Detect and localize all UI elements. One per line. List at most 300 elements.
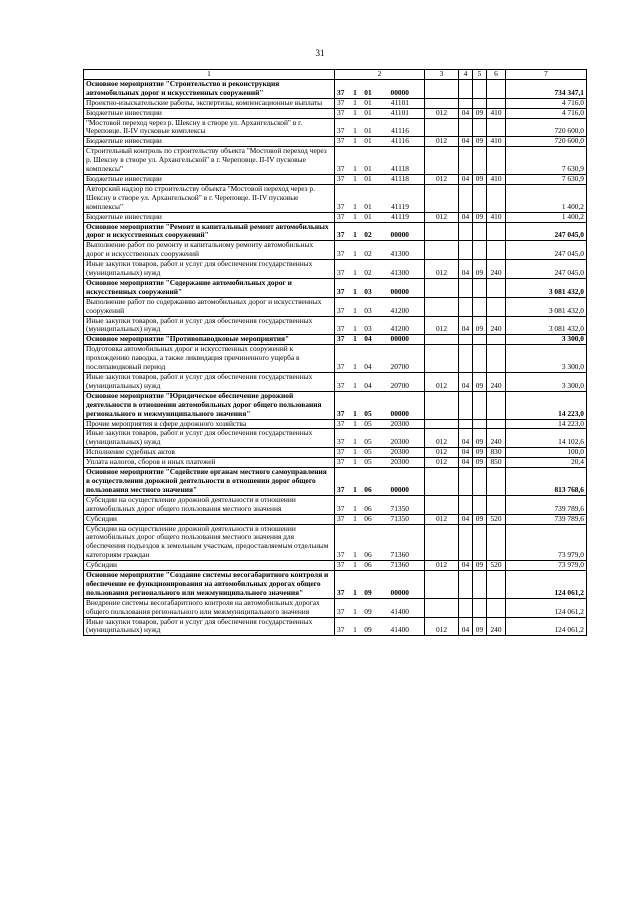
subsection-code: [473, 391, 487, 419]
code-program: 37: [337, 625, 345, 635]
table-row: [84, 495, 587, 514]
table-row: [84, 147, 587, 175]
target-code: [335, 345, 425, 373]
code-event: 02: [364, 249, 372, 259]
item-name: Уплата налогов, сборов и иных платежей: [84, 458, 335, 468]
code-program: 37: [337, 249, 345, 259]
code-program: 37: [337, 286, 345, 296]
subsection-code: [473, 524, 487, 561]
amount: 3 081 432,0: [506, 297, 587, 316]
section-code: [459, 598, 473, 617]
subsection-code: 09: [473, 561, 487, 571]
ministry-code: [425, 147, 459, 175]
table-row: [84, 391, 587, 419]
subsection-code: [473, 598, 487, 617]
code-direction: 41119: [391, 212, 409, 221]
section-code: 04: [459, 514, 473, 524]
item-name: Выполнение работ по ремонту и капитальному ремонту автомобильных дорог и искусственных сооружений: [84, 241, 335, 260]
table-row: [84, 561, 587, 571]
table-row: [84, 174, 587, 184]
table-row: [84, 260, 587, 279]
item-name: Основное мероприятие "Юридическое обеспечение дорожной деятельности в отношении автомобильных дорог общего пользования регионального и межмуниципального значения": [84, 391, 335, 419]
amount: 1 400,2: [506, 184, 587, 212]
code-program: 37: [337, 457, 345, 467]
target-code: [335, 260, 425, 279]
subsection-code: [473, 79, 487, 98]
code-subprogram: 1: [353, 334, 357, 344]
code-direction: 41200: [390, 324, 409, 334]
subsection-code: [473, 419, 487, 429]
target-code: [335, 617, 425, 636]
expense-type-code: [487, 571, 506, 599]
table-row: [84, 345, 587, 373]
target-code: [335, 429, 425, 448]
expense-type-code: [487, 419, 506, 429]
code-program: 37: [337, 560, 345, 570]
target-code: [335, 241, 425, 260]
ministry-code: [425, 495, 459, 514]
amount: 4 716,0: [506, 98, 587, 108]
subsection-code: [473, 118, 487, 137]
amount: 739 789,6: [506, 495, 587, 514]
amount: 14 223,0: [506, 391, 587, 419]
subsection-code: [473, 571, 487, 599]
ministry-code: [425, 222, 459, 241]
subsection-code: 09: [473, 458, 487, 468]
code-event: 01: [364, 108, 372, 117]
code-program: 37: [337, 503, 345, 513]
ministry-code: [425, 98, 459, 108]
code-subprogram: 1: [353, 380, 357, 390]
item-name: Основное мероприятие "Противопаводковые мероприятия": [84, 335, 335, 345]
section-code: [459, 468, 473, 496]
code-subprogram: 1: [353, 268, 357, 278]
code-subprogram: 1: [353, 324, 357, 334]
item-name: Иные закупки товаров, работ и услуг для обеспечения государственных (муниципальных) нужд: [84, 316, 335, 335]
target-code: [335, 316, 425, 335]
subsection-code: 09: [473, 617, 487, 636]
code-event: 04: [364, 362, 372, 372]
code-direction: 41101: [390, 108, 409, 117]
target-code: [335, 98, 425, 108]
table-row: [84, 335, 587, 345]
code-subprogram: 1: [353, 606, 357, 616]
table-row: [84, 184, 587, 212]
ministry-code: [425, 241, 459, 260]
expense-type-code: 410: [487, 174, 506, 184]
code-direction: 41118: [391, 164, 409, 174]
ministry-code: 012: [425, 448, 459, 458]
target-code: [335, 212, 425, 222]
ministry-code: [425, 297, 459, 316]
amount: 124 061,2: [506, 617, 587, 636]
code-subprogram: 1: [353, 212, 357, 221]
expense-type-code: 410: [487, 108, 506, 118]
target-code: [335, 79, 425, 98]
subsection-code: [473, 468, 487, 496]
code-event: 05: [364, 457, 372, 467]
amount: 247 045,0: [506, 222, 587, 241]
subsection-code: 09: [473, 514, 487, 524]
expense-type-code: [487, 495, 506, 514]
item-name: Субсидии на осуществление дорожной деятельности в отношении автомобильных дорог общего пользования местного значения для обеспечения подъездов к земельным участкам, предоставляемым отдельным категориям граждан: [84, 524, 335, 561]
code-program: 37: [337, 606, 345, 616]
ministry-code: [425, 524, 459, 561]
code-program: 37: [337, 324, 345, 334]
code-program: 37: [337, 514, 345, 523]
ministry-code: [425, 79, 459, 98]
ministry-code: [425, 468, 459, 496]
code-event: 05: [364, 437, 372, 447]
ministry-code: [425, 598, 459, 617]
code-event: 01: [364, 126, 372, 136]
amount: 3 300,0: [506, 373, 587, 392]
expense-type-code: 850: [487, 458, 506, 468]
section-code: 04: [459, 137, 473, 147]
ministry-code: [425, 118, 459, 137]
section-code: [459, 297, 473, 316]
code-subprogram: 1: [353, 447, 357, 457]
code-program: 37: [337, 419, 345, 428]
item-name: Основное мероприятие "Содействие органам местного самоуправления в осуществлении дорожной деятельности в отношении дорог общего пользования местного значения": [84, 468, 335, 496]
section-code: [459, 278, 473, 297]
ministry-code: [425, 184, 459, 212]
amount: 100,0: [506, 448, 587, 458]
header-cell: 3: [425, 70, 459, 80]
item-name: Бюджетные инвестиции: [84, 108, 335, 118]
section-code: 04: [459, 429, 473, 448]
amount: 1 400,2: [506, 212, 587, 222]
subsection-code: [473, 147, 487, 175]
target-code: [335, 222, 425, 241]
code-direction: 41200: [390, 305, 409, 315]
table-row: [84, 118, 587, 137]
item-name: Иные закупки товаров, работ и услуг для обеспечения государственных (муниципальных) нужд: [84, 260, 335, 279]
expense-type-code: [487, 79, 506, 98]
code-program: 37: [337, 201, 345, 211]
code-event: 04: [364, 380, 372, 390]
code-direction: 41101: [390, 98, 409, 107]
section-code: 04: [459, 617, 473, 636]
ministry-code: [425, 571, 459, 599]
code-program: 37: [337, 437, 345, 447]
code-direction: 00000: [390, 484, 409, 494]
expense-type-code: 240: [487, 316, 506, 335]
table-row: [84, 108, 587, 118]
ministry-code: 012: [425, 373, 459, 392]
code-program: 37: [337, 174, 345, 183]
code-subprogram: 1: [353, 286, 357, 296]
expense-type-code: 410: [487, 212, 506, 222]
code-direction: 41400: [390, 625, 409, 635]
table-row: [84, 278, 587, 297]
code-subprogram: 1: [353, 419, 357, 428]
code-subprogram: 1: [353, 98, 357, 107]
code-direction: 41116: [391, 136, 409, 146]
item-name: Внедрение системы весогабаритного контроля на автомобильных дорогах общего пользования регионального или межмуниципального значения: [84, 598, 335, 617]
expense-type-code: 520: [487, 561, 506, 571]
table-row: [84, 429, 587, 448]
amount: 124 061,2: [506, 571, 587, 599]
amount: 73 979,0: [506, 524, 587, 561]
table-row: [84, 241, 587, 260]
code-program: 37: [337, 305, 345, 315]
target-code: [335, 391, 425, 419]
subsection-code: 09: [473, 316, 487, 335]
amount: 7 630,9: [506, 174, 587, 184]
table-row: [84, 571, 587, 599]
section-code: [459, 495, 473, 514]
table-row: [84, 316, 587, 335]
code-event: 01: [364, 164, 372, 174]
section-code: 04: [459, 260, 473, 279]
ministry-code: 012: [425, 316, 459, 335]
target-code: [335, 571, 425, 599]
ministry-code: [425, 419, 459, 429]
expense-type-code: [487, 335, 506, 345]
target-code: [335, 147, 425, 175]
target-code: [335, 598, 425, 617]
header-cell: 5: [473, 70, 487, 80]
code-event: 04: [364, 334, 372, 344]
code-event: 05: [364, 447, 372, 457]
code-subprogram: 1: [353, 230, 357, 240]
target-code: [335, 278, 425, 297]
expense-type-code: [487, 345, 506, 373]
ministry-code: 012: [425, 108, 459, 118]
amount: 720 600,0: [506, 118, 587, 137]
code-subprogram: 1: [353, 457, 357, 467]
expense-type-code: 410: [487, 137, 506, 147]
ministry-code: [425, 278, 459, 297]
ministry-code: 012: [425, 137, 459, 147]
ministry-code: 012: [425, 458, 459, 468]
code-program: 37: [337, 334, 345, 344]
table-row: [84, 617, 587, 636]
code-program: 37: [337, 268, 345, 278]
code-event: 09: [364, 625, 372, 635]
ministry-code: [425, 345, 459, 373]
item-name: Основное мероприятие "Строительство и реконструкция автомобильных дорог и искусственных сооружений": [84, 79, 335, 98]
code-subprogram: 1: [353, 437, 357, 447]
section-code: [459, 391, 473, 419]
amount: 3 300,0: [506, 335, 587, 345]
ministry-code: 012: [425, 260, 459, 279]
code-direction: 41118: [391, 174, 409, 183]
subsection-code: [473, 222, 487, 241]
table-row: [84, 212, 587, 222]
expense-type-code: 520: [487, 514, 506, 524]
table-row: [84, 598, 587, 617]
target-code: [335, 118, 425, 137]
section-code: [459, 147, 473, 175]
code-program: 37: [337, 380, 345, 390]
item-name: Подготовка автомобильных дорог и искусственных сооружений к прохождению паводка, а также ликвидация причиненного ущерба в послепаводковый период: [84, 345, 335, 373]
target-code: [335, 561, 425, 571]
item-name: Основное мероприятие "Ремонт и капитальный ремонт автомобильных дорог и искусственных сооружений": [84, 222, 335, 241]
code-direction: 20300: [390, 447, 409, 457]
amount: 14 102,6: [506, 429, 587, 448]
expense-type-code: [487, 598, 506, 617]
item-name: Бюджетные инвестиции: [84, 212, 335, 222]
code-subprogram: 1: [353, 408, 357, 418]
target-code: [335, 174, 425, 184]
ministry-code: [425, 335, 459, 345]
budget-table: [83, 69, 587, 636]
code-program: 37: [337, 484, 345, 494]
item-name: Выполнение работ по содержанию автомобильных дорог и искусственных сооружений: [84, 297, 335, 316]
section-code: 04: [459, 448, 473, 458]
target-code: [335, 137, 425, 147]
code-direction: 20700: [390, 380, 409, 390]
item-name: Исполнение судебных актов: [84, 448, 335, 458]
amount: 3 300,0: [506, 345, 587, 373]
ministry-code: 012: [425, 212, 459, 222]
subsection-code: [473, 345, 487, 373]
target-code: [335, 495, 425, 514]
section-code: [459, 571, 473, 599]
code-subprogram: 1: [353, 625, 357, 635]
section-code: [459, 184, 473, 212]
expense-type-code: 240: [487, 260, 506, 279]
subsection-code: [473, 495, 487, 514]
code-direction: 00000: [390, 87, 409, 97]
code-event: 01: [364, 174, 372, 183]
header-cell: 7: [506, 70, 587, 80]
amount: 7 630,9: [506, 147, 587, 175]
item-name: Авторский надзор по строительству объекта "Мостовой переход через р. Шексну в створе ул. Архангельской" в г. Череповце. II-IV пусковые комплексы": [84, 184, 335, 212]
amount: 4 716,0: [506, 108, 587, 118]
item-name: Основное мероприятие "Создание системы весогабаритного контроля и обеспечение ее функционирования на автомобильных дорогах общего пользования регионального или межмуниципального значения": [84, 571, 335, 599]
code-program: 37: [337, 164, 345, 174]
subsection-code: [473, 335, 487, 345]
table-row: [84, 458, 587, 468]
code-subprogram: 1: [353, 362, 357, 372]
amount: 720 600,0: [506, 137, 587, 147]
subsection-code: [473, 241, 487, 260]
section-code: 04: [459, 174, 473, 184]
code-direction: 20300: [390, 419, 409, 428]
section-code: [459, 335, 473, 345]
item-name: Иные закупки товаров, работ и услуг для обеспечения государственных (муниципальных) нужд: [84, 429, 335, 448]
target-code: [335, 335, 425, 345]
code-event: 02: [364, 230, 372, 240]
expense-type-code: [487, 222, 506, 241]
expense-type-code: [487, 468, 506, 496]
expense-type-code: [487, 118, 506, 137]
code-subprogram: 1: [353, 305, 357, 315]
expense-type-code: [487, 241, 506, 260]
expense-type-code: [487, 524, 506, 561]
header-row: [84, 70, 587, 80]
item-name: Основное мероприятие "Содержание автомобильных дорог и искусственных сооружений": [84, 278, 335, 297]
header-cell: 4: [459, 70, 473, 80]
section-code: 04: [459, 212, 473, 222]
expense-type-code: [487, 391, 506, 419]
header-cell: 1: [84, 70, 335, 80]
code-event: 01: [364, 136, 372, 146]
code-subprogram: 1: [353, 174, 357, 183]
target-code: [335, 468, 425, 496]
subsection-code: 09: [473, 448, 487, 458]
code-direction: 20700: [390, 362, 409, 372]
target-code: [335, 448, 425, 458]
code-direction: 71350: [390, 514, 409, 523]
expense-type-code: 240: [487, 429, 506, 448]
item-name: Субсидии: [84, 514, 335, 524]
expense-type-code: 240: [487, 373, 506, 392]
code-event: 09: [364, 606, 372, 616]
target-code: [335, 419, 425, 429]
item-name: Иные закупки товаров, работ и услуг для обеспечения государственных (муниципальных) нужд: [84, 373, 335, 392]
amount: 14 223,0: [506, 419, 587, 429]
section-code: [459, 241, 473, 260]
table-row: [84, 524, 587, 561]
code-event: 06: [364, 560, 372, 570]
section-code: [459, 79, 473, 98]
section-code: [459, 524, 473, 561]
section-code: [459, 118, 473, 137]
ministry-code: 012: [425, 429, 459, 448]
code-subprogram: 1: [353, 249, 357, 259]
subsection-code: 09: [473, 137, 487, 147]
subsection-code: 09: [473, 260, 487, 279]
subsection-code: [473, 98, 487, 108]
amount: 813 768,6: [506, 468, 587, 496]
code-event: 01: [364, 201, 372, 211]
code-direction: 00000: [390, 587, 409, 597]
table-row: [84, 222, 587, 241]
target-code: [335, 297, 425, 316]
item-name: Строительный контроль по строительству объекта "Мостовой переход через р. Шексну в створе ул. Архангельской" в г. Череповце. II-IV пусковые комплексы": [84, 147, 335, 175]
code-event: 03: [364, 286, 372, 296]
amount: 73 979,0: [506, 561, 587, 571]
code-subprogram: 1: [353, 587, 357, 597]
code-subprogram: 1: [353, 550, 357, 560]
subsection-code: 09: [473, 373, 487, 392]
ministry-code: [425, 391, 459, 419]
section-code: 04: [459, 108, 473, 118]
amount: 3 081 432,0: [506, 316, 587, 335]
subsection-code: [473, 184, 487, 212]
code-direction: 41300: [390, 268, 409, 278]
code-event: 05: [364, 419, 372, 428]
target-code: [335, 524, 425, 561]
table-row: [84, 448, 587, 458]
item-name: "Мостовой переход через р. Шексну в створе ул. Архангельской" в г. Череповце. II-IV пусковые комплексы: [84, 118, 335, 137]
code-subprogram: 1: [353, 108, 357, 117]
amount: 247 045,0: [506, 260, 587, 279]
item-name: Бюджетные инвестиции: [84, 137, 335, 147]
code-subprogram: 1: [353, 126, 357, 136]
code-direction: 41116: [391, 126, 409, 136]
page-number: 31: [315, 48, 325, 58]
code-event: 06: [364, 550, 372, 560]
ministry-code: 012: [425, 617, 459, 636]
item-name: Проектно-изыскательские работы, экспертизы, компенсационные выплаты: [84, 98, 335, 108]
code-direction: 41400: [390, 606, 409, 616]
code-direction: 71350: [390, 503, 409, 513]
item-name: Субсидии: [84, 561, 335, 571]
target-code: [335, 108, 425, 118]
code-event: 06: [364, 503, 372, 513]
ministry-code: 012: [425, 561, 459, 571]
amount: 124 061,2: [506, 598, 587, 617]
code-program: 37: [337, 108, 345, 117]
target-code: [335, 514, 425, 524]
code-direction: 20300: [390, 437, 409, 447]
code-event: 05: [364, 408, 372, 418]
